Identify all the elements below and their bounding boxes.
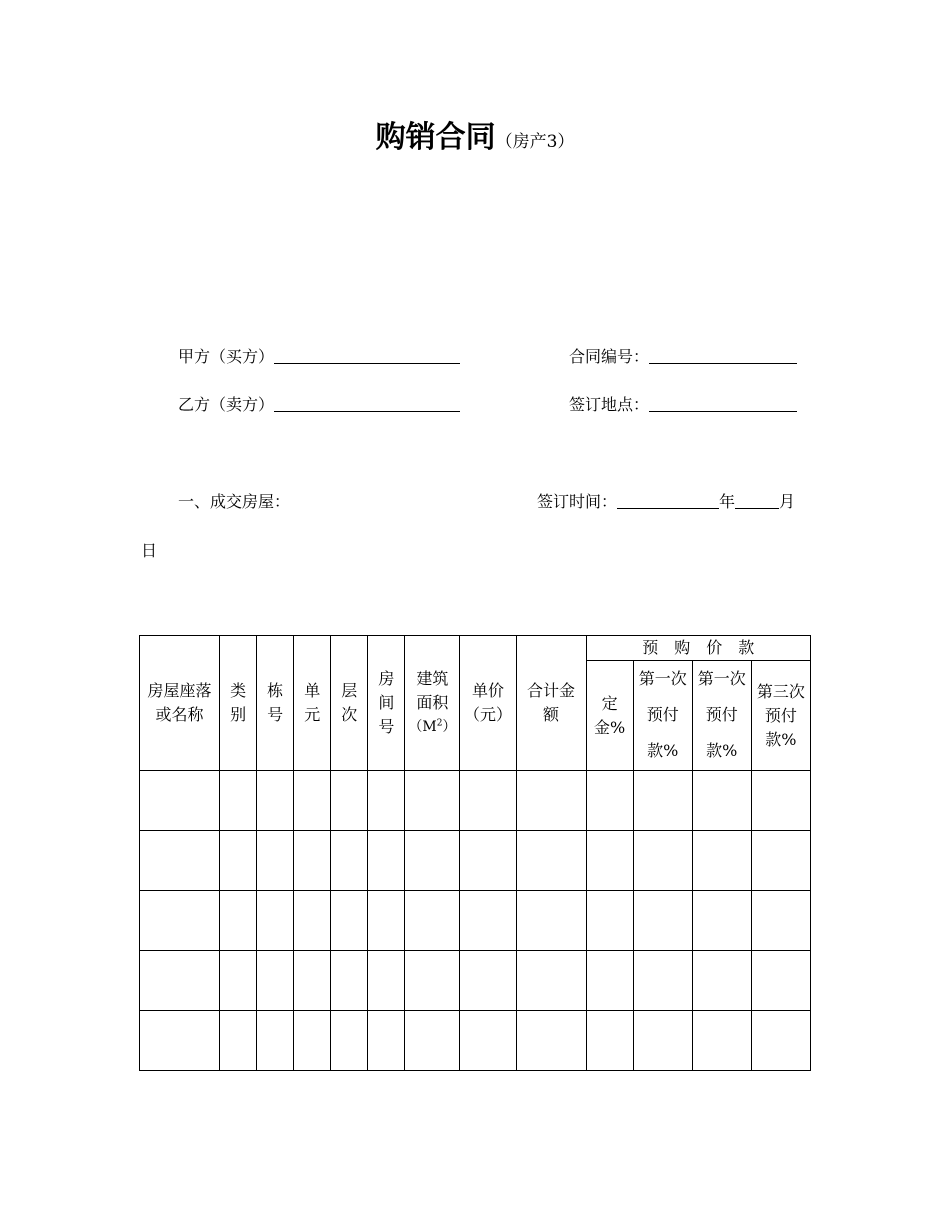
header-deposit: 定金% (586, 661, 633, 771)
header-unit-price: 单价 （元） (460, 636, 516, 771)
table-row (140, 1011, 811, 1071)
buyer-blank[interactable] (274, 347, 460, 364)
table-row (140, 891, 811, 951)
section-heading: 一、成交房屋： (178, 492, 291, 511)
header-first-prepay: 第一次 预付 款% (633, 661, 692, 771)
day-label: 日 (141, 541, 158, 560)
year-blank[interactable] (617, 492, 719, 509)
house-table (139, 635, 811, 1071)
sign-place-row (569, 394, 797, 416)
header-area: 建筑 面积 $(M^2)$ (405, 636, 460, 771)
buyer-label: 甲方（买方） (178, 347, 275, 366)
seller-label: 乙方（卖方） (178, 395, 275, 414)
year-label: 年 (719, 492, 736, 511)
header-type: 类 别 (220, 636, 257, 771)
header-room: 房 间 号 (368, 636, 405, 771)
document-title (0, 112, 950, 156)
title-main: 购销合同 (375, 120, 496, 155)
header-location: 房屋座落 或名称 (140, 636, 220, 771)
month-blank[interactable] (735, 492, 779, 509)
table-row (140, 771, 811, 831)
header-total: 合计金 额 (516, 636, 586, 771)
sign-place-blank[interactable] (649, 395, 797, 412)
contract-no-label: 合同编号： (569, 347, 650, 366)
sign-place-label: 签订地点： (569, 395, 650, 414)
contract-no-blank[interactable] (649, 347, 797, 364)
sign-time-row (537, 491, 795, 513)
seller-row (178, 394, 460, 416)
contract-no-row (569, 346, 797, 368)
header-floor: 层 次 (331, 636, 368, 771)
title-subtitle: （房产3） (495, 132, 575, 152)
table-row (140, 831, 811, 891)
header-third-prepay: 第三次 预付 款% (751, 661, 810, 771)
sign-time-label: 签订时间： (537, 492, 618, 511)
table-row (140, 951, 811, 1011)
header-second-prepay: 第一次 预付 款% (692, 661, 751, 771)
seller-blank[interactable] (274, 395, 460, 412)
header-building: 栋 号 (257, 636, 294, 771)
month-label: 月 (779, 492, 796, 511)
header-prepay: 预 购 价 款 (586, 636, 810, 661)
header-unit: 单 元 (294, 636, 331, 771)
buyer-row (178, 346, 460, 368)
